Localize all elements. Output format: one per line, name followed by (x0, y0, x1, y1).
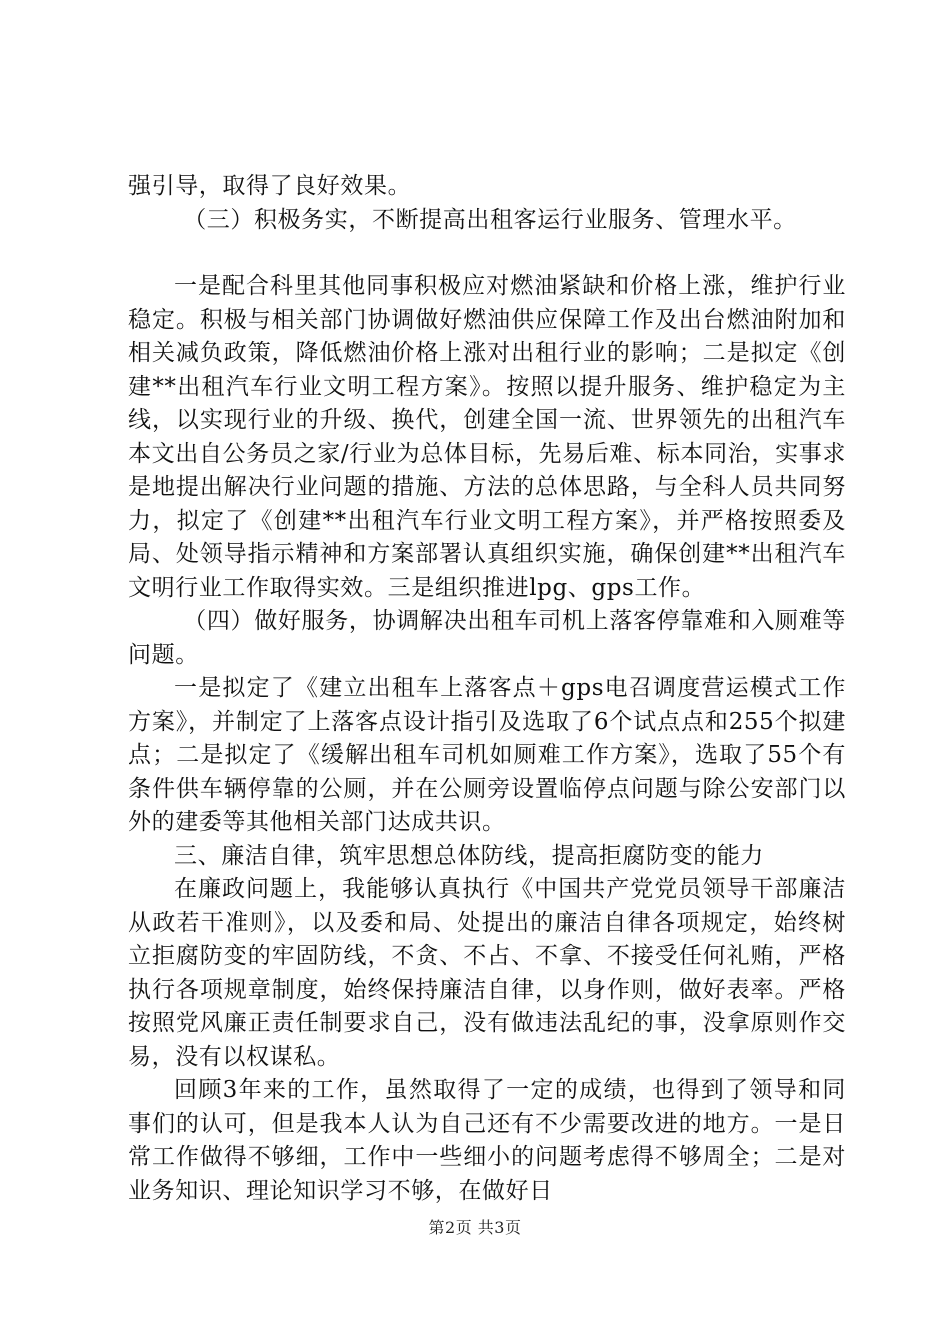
paragraph-pickup-points: 一是拟定了《建立出租车上落客点＋gps电召调度营运模式工作方案》，并制定了上落客点设计指引及选取了6个试点点和255个拟建点；二是拟定了《缓解出租车司机如厕难工作方案》，选取了55个有条件供车辆停靠的公厕，并在公厕旁设置临停点问题与除公安部门以外的建委等其他相关部门达成共识。 (128, 675, 846, 835)
document-body (128, 170, 846, 1208)
section-heading-3: （三）积极务实，不断提高出租客运行业服务、管理水平。 (183, 206, 797, 233)
section-heading-integrity: 三、廉洁自律，筑牢思想总体防线，提高拒腐防变的能力 (174, 842, 764, 869)
page-number: 第2页 共3页 (428, 1218, 522, 1237)
paragraph-review: 回顾3年来的工作，虽然取得了一定的成绩，也得到了领导和同事们的认可，但是我本人认为自己还有不少需要改进的地方。一是日常工作做得不够细，工作中一些细小的问题考虑得不够周全；二是对业务知识、理论知识学习不够，在做好日 (128, 1077, 846, 1204)
paragraph-continuation: 强引导，取得了良好效果。 (128, 173, 412, 199)
paragraph-integrity: 在廉政问题上，我能够认真执行《中国共产党党员领导干部廉洁从政若干准则》，以及委和局、处提出的廉洁自律各项规定，始终树立拒腐防变的牢固防线，不贪、不占、不拿、不接受任何礼贿，严格执行各项规章制度，始终保持廉洁自律，以身作则，做好表率。严格按照党风廉正责任制要求自己，没有做违法乱纪的事，没拿原则作交易，没有以权谋私。 (128, 876, 846, 1070)
section-heading-4: （四）做好服务，协调解决出租车司机上落客停靠难和入厕难等问题。 (128, 608, 846, 668)
paragraph-fuel-and-civility: 一是配合科里其他同事积极应对燃油紧缺和价格上涨，维护行业稳定。积极与相关部门协调做好燃油供应保障工作及出台燃油附加和相关减负政策，降低燃油价格上涨对出租行业的影响；二是拟定《创建**出租汽车行业文明工程方案》。按照以提升服务、维护稳定为主线，以实现行业的升级、换代，创建全国一流、世界领先的出租汽车本文出自公务员之家/行业为总体目标，先易后难、标本同治，实事求是地提出解决行业问题的措施、方法的总体思路，与全科人员共同努力，拟定了《创建**出租汽车行业文明工程方案》，并严格按照委及局、处领导指示精神和方案部署认真组织实施，确保创建**出租汽车文明行业工作取得实效。三是组织推进lpg、gps工作。 (128, 273, 846, 601)
